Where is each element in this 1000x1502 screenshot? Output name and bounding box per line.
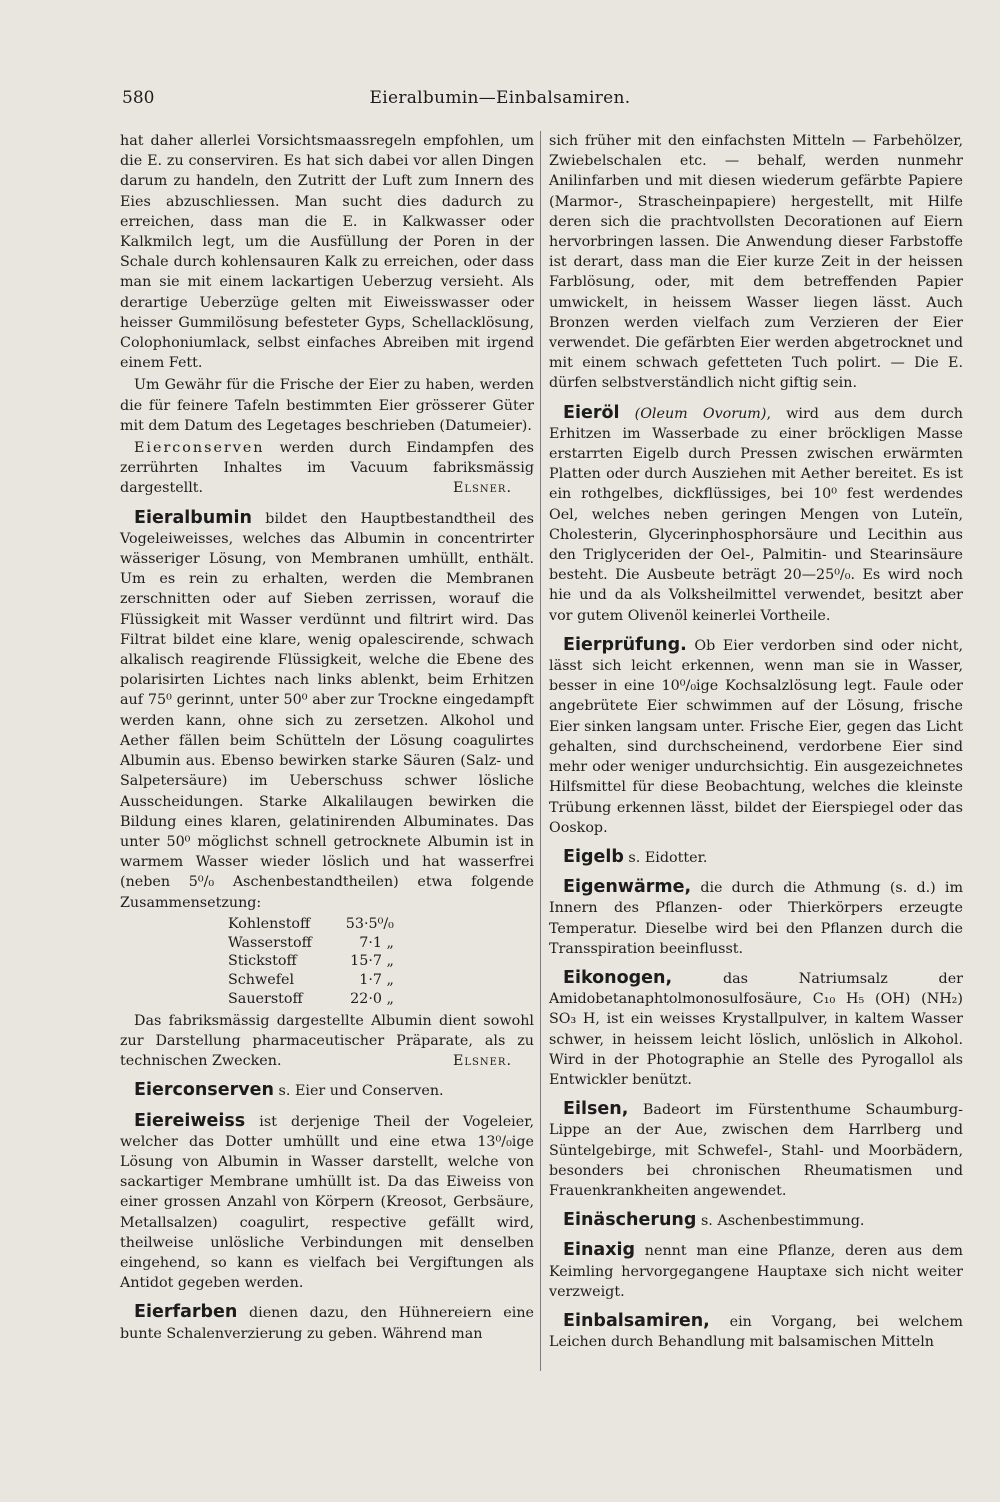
entry-headword: Eiereiweiss — [134, 1110, 246, 1131]
spaced-term: Eierconserven — [134, 440, 265, 457]
entry-headword: Eigenwärme, — [563, 877, 692, 898]
element-name: Stickstoff — [228, 953, 297, 970]
table-row — [228, 934, 394, 953]
entry-text: Das fabriksmässig dargestellte Albumin dient sowohl zur Darstellung pharmaceutischer Präparate, als zu technischen Zwecken. — [120, 1012, 534, 1070]
entry-eierconserven — [120, 1080, 534, 1101]
entry-body — [549, 847, 963, 868]
entry-headword: Eikonogen, — [563, 967, 673, 988]
author-signature: Elsner. — [452, 480, 512, 497]
left-column — [120, 131, 534, 1344]
entry-body — [549, 1099, 963, 1201]
entry-body — [120, 1302, 534, 1343]
entry-eiereiweiss — [120, 1111, 534, 1294]
table-row — [228, 971, 394, 990]
entry-text: ein Vorgang, bei welchem Leichen durch Behandlung mit balsamischen Mitteln — [549, 1313, 963, 1351]
paragraph-eier-continued: hat daher allerlei Vorsichtsmaassregeln empfohlen, um die E. zu conserviren. Es hat sich dabei vor allen Dingen darum zu handeln, den Zutritt der Luft zum Innern des Eies abzuschliessen. Man sucht dies dadurch zu erreichen, dass man die E. in Kalkwasser oder Kalkmilch legt, um die Ausfüllung der Poren in der Schale durch kohlensauren Kalk zu erreichen, oder dass man sie mit einem lackartigen Ueberzug versieht. Als derartige Ueberzüge gelten mit Eiweisswasser oder heisser Gummilösung befesteter Gyps, Schellacklösung, Colophoniumlack, selbst einfaches Abreiben mit irgend einem Fett. — [120, 133, 534, 372]
entry-body — [120, 1111, 534, 1294]
entry-body — [549, 635, 963, 838]
column-divider — [540, 131, 541, 1371]
running-head: Eieralbumin—Einbalsamiren. — [369, 88, 631, 108]
entry-text: , wird aus dem durch Erhitzen im Wasserbade zu einer bröckligen Masse erstarrten Eigelb durch Pressen zwischen erwärmten Platten oder durch Ausziehen mit Aether bereitet. Es ist ein rothgelbes, dickflüssiges, bei 10⁰ fest werdendes Oel, welches neben geringen Mengen von Luteïn, Cholesterin, Glycerinphosphorsäure und Lecithin aus den Triglyceriden der Oel-, Palmitin- und Stearinsäure besteht. Die Ausbeute beträgt 20—25⁰/₀. Es wird noch hie und da als Volksheilmittel verwendet, besitzt aber vor gutem Olivenöl keinerlei Vortheile. — [549, 405, 963, 624]
entry-body — [549, 1210, 963, 1231]
paragraph-datumeier: Um Gewähr für die Frische der Eier zu haben, werden die für feinere Tafeln bestimmten Eier grösserer Güter mit dem Datum des Legetages beschrieben (Datumeier). — [120, 377, 534, 434]
paragraph-eierconserven-note — [120, 438, 534, 499]
entry-text: nennt man eine Pflanze, deren aus dem Keimling hervorgegangene Hauptaxe sich nicht weiter verzweigt. — [549, 1243, 963, 1300]
entry-body — [549, 877, 963, 959]
element-value: 15·7 „ — [350, 953, 394, 970]
entry-headword: Eierconserven — [134, 1080, 274, 1101]
entry-headword: Eieröl — [563, 402, 620, 423]
entry-headword: Eierfarben — [134, 1302, 238, 1323]
entry-headword: Eierprüfung. — [563, 634, 687, 655]
entry-headword: Einäscherung — [563, 1210, 697, 1231]
entry-einbalsamiren — [549, 1311, 963, 1352]
entry-text: s. Eier und Conserven. — [273, 1083, 444, 1100]
entry-body — [120, 508, 534, 913]
entry-eikonogen — [549, 968, 963, 1090]
element-value: 7·1 „ — [359, 934, 394, 951]
entry-eierpruefung — [549, 635, 963, 838]
entry-text: Ob Eier verdorben sind oder nicht, lässt sich leicht erkennen, wenn man sie in Wasser, besser in eine 10⁰/₀ige Kochsalzlösung legt. Faule oder angebrütete Eier schwimmen auf der Lösung, frische Eier sinken langsam unter. Frische Eier, gegen das Licht gehalten, sind durchscheinend, verdorbene Eier sind mehr oder weniger undurchsichtig. Ein ausgezeichnetes Hilfsmittel für diese Beobachtung, welches die kleinste Trübung erkennen lässt, bildet der Eierspiegel oder das Ooskop. — [549, 637, 963, 836]
entry-headword: Einaxig — [563, 1240, 636, 1261]
entry-headword: Eilsen, — [563, 1099, 629, 1120]
entry-headword: Einbalsamiren, — [563, 1310, 710, 1331]
entry-eieroel — [549, 403, 963, 626]
entry-text: dienen dazu, den Hühnereiern eine bunte Schalenverzierung zu geben. Während man — [120, 1305, 534, 1342]
entry-eierfarben — [120, 1302, 534, 1343]
table-row — [228, 915, 394, 934]
entry-text: s. Aschenbestimmung. — [696, 1213, 865, 1230]
composition-table — [228, 915, 394, 1009]
page-header — [0, 88, 1000, 118]
entry-text: Badeort im Fürstenthume Schaumburg-Lippe an der Aue, zwischen dem Harrlberg und Süntelgebirge, mit Schwefel-, Stahl- und Moorbädern, besonders bei chronischen Rheumatismen und Frauenkrankheiten angewendet. — [549, 1102, 963, 1199]
entry-body — [549, 1240, 963, 1302]
entry-eigenwaerme — [549, 877, 963, 959]
table-row — [228, 952, 394, 971]
paragraph-text: werden durch Eindampfen des zerrührten Inhaltes im Vacuum fabriksmässig dargestellt. — [120, 440, 534, 497]
author-signature: Elsner. — [452, 1053, 512, 1070]
table-row — [228, 990, 394, 1009]
entry-headword: Eieralbumin — [134, 507, 252, 528]
entry-text: das Natriumsalz der Amidobetanaphtolmonosulfosäure, C₁₀ H₅ (OH) (NH₂) SO₃ H, ist ein weisses Krystallpulver, in kaltem Wasser schwer, in heissem leicht löslich, unlöslich in Alkohol. Wird in der Photographie an Stelle des Pyrogallol als Entwickler benützt. — [549, 970, 963, 1088]
entry-eigelb — [549, 847, 963, 868]
entry-headword: Eigelb — [563, 846, 624, 867]
entry-body — [120, 1080, 534, 1101]
element-name: Wasserstoff — [228, 934, 312, 951]
entry-einaxig — [549, 1240, 963, 1302]
entry-eieralbumin — [120, 508, 534, 1072]
entry-closing — [120, 1011, 534, 1072]
entry-body — [549, 1311, 963, 1352]
element-name: Schwefel — [228, 972, 295, 989]
entry-text: ist derjenige Theil der Vogeleier, welcher das Dotter umhüllt und eine etwa 13⁰/₀ige Lösung von Albumin in Wasser darstellt, welche von sackartiger Membrane umhüllt ist. Da das Eiweiss von einer grossen Anzahl von Körpern (Kreosot, Gerbsäure, Metallsalzen) coagulirt, respective gefällt wird, theilweise unlösliche Verbindungen mit denselben eingehend, so kann es vielfach bei Vergiftungen als Antidot gegeben werden. — [120, 1113, 534, 1292]
element-value: 53·5⁰/₀ — [345, 915, 394, 932]
entry-body — [549, 968, 963, 1090]
element-name: Sauerstoff — [228, 990, 303, 1007]
page-number: 580 — [122, 88, 155, 108]
right-column — [549, 131, 963, 1352]
entry-einaescherung — [549, 1210, 963, 1231]
element-name: Kohlenstoff — [228, 915, 311, 932]
latin-name: (Oleum Ovorum) — [634, 405, 767, 422]
paragraph-eierfarben-continued: sich früher mit den einfachsten Mitteln — Farbehölzer, Zwiebelschalen etc. — behalf, werden nunmehr Anilinfarben und mit diesen wiederum gefärbte Papiere (Marmor-, Strascheinpapiere) hergestellt, mit Hilfe deren sich die prachtvollsten Decorationen auf Eiern hervorbringen lassen. Die Anwendung dieser Farbstoffe ist derart, dass man die Eier kurze Zeit in der heissen Farblösung, oder, mit dem betreffenden Papier umwickelt, in heissem Wasser liegen lässt. Auch Bronzen werden vielfach zum Verzieren der Eier verwendet. Die gefärbten Eier werden abgetrocknet und mit einem schwach gefetteten Tuch polirt. — Die E. dürfen selbstverständlich nicht giftig sein. — [549, 133, 963, 392]
entry-text: s. Eidotter. — [623, 849, 708, 866]
entry-text: die durch die Athmung (s. d.) im Innern des Pflanzen- oder Thierkörpers erzeugte Temperatur. Dieselbe wird bei den Pflanzen durch die Transspiration beeinflusst. — [549, 880, 963, 957]
element-value: 22·0 „ — [350, 990, 394, 1007]
entry-eilsen — [549, 1099, 963, 1201]
entry-body — [549, 403, 963, 626]
element-value: 1·7 „ — [359, 972, 394, 989]
entry-text: bildet den Hauptbestandtheil des Vogeleiweisses, welches das Albumin in concentrirter wässeriger Lösung, von Membranen umhüllt, enthält. Um es rein zu erhalten, werden die Membranen zerschnitten oder auf Sieben zerrissen, worauf die Flüssigkeit mit Wasser verdünnt und filtrirt wird. Das Filtrat bildet eine klare, wenig opalescirende, schwach alkalisch reagirende Flüssigkeit, welche die Ebene des polarisirten Lichtes nach links ablenkt, beim Erhitzen auf 75⁰ gerinnt, unter 50⁰ aber zur Trockne eingedampft werden kann, ohne sich zu zersetzen. Alkohol und Aether fällen beim Schütteln der Lösung coagulirtes Albumin aus. Ebenso bewirken starke Säuren (Salz- und Salpetersäure) im Ueberschuss schwer lösliche Ausscheidungen. Starke Alkalilaugen bewirken die Bildung eines klaren, gelatinirenden Albuminates. Das unter 50⁰ möglichst schnell getrocknete Albumin ist in warmem Wasser wieder löslich und hat wasserfrei (neben 5⁰/₀ Aschenbestandtheilen) etwa folgende Zusammensetzung: — [120, 510, 534, 911]
